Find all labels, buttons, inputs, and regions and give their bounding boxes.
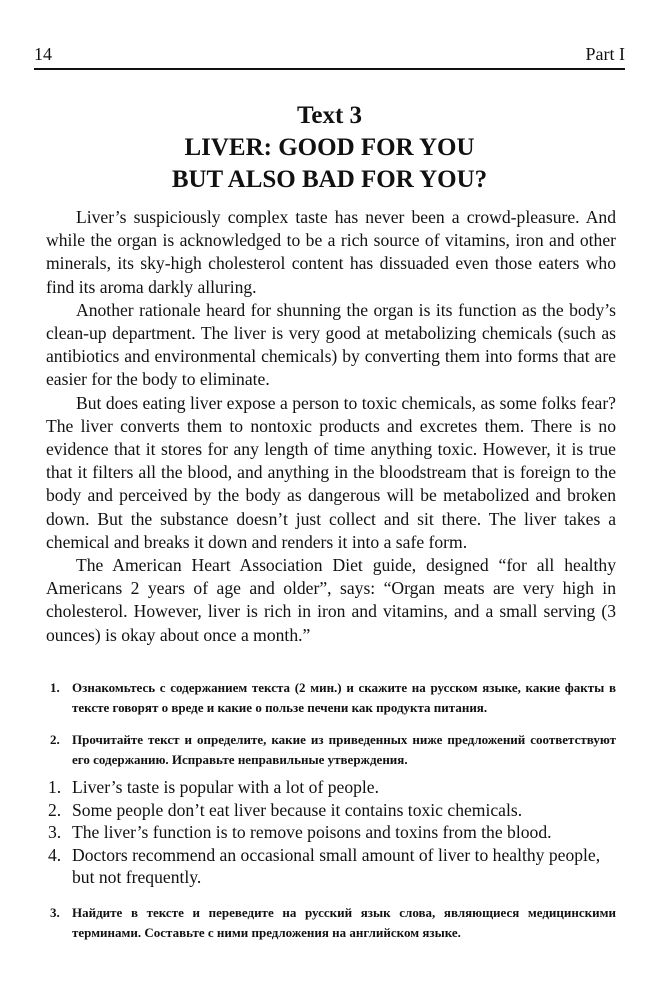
- exercise-text: Найдите в тексте и переведите на русский язык слова, являющиеся медицинскими терминами. Составьте с ними предложения на английском языке.: [72, 904, 616, 940]
- statement-number: 2.: [48, 799, 62, 820]
- paragraph-1: Liver’s suspiciously complex taste has never been a crowd-pleasure. And while the organ is acknowledged to be a rich source of vitamins, iron and other minerals, its sky-high cholesterol content has dissuaded even those eaters who find its aroma darkly alluring.: [46, 207, 616, 297]
- statement-4: [48, 844, 616, 889]
- exercise-number: 2.: [50, 732, 60, 747]
- statement-text: The liver’s function is to remove poisons and toxins from the blood.: [72, 822, 552, 842]
- statement-text: Doctors recommend an occasional small amount of liver to healthy people, but not frequently.: [72, 844, 601, 887]
- title-line-2: LIVER: GOOD FOR YOU: [184, 134, 475, 161]
- paragraph-3: But does eating liver expose a person to toxic chemicals, as some folks fear? The liver converts them to nontoxic products and excretes them. There is no evidence that it stores for any length of time anything toxic. However, it is true that it filters all the blood, and anything in the bloodstream that is foreign to the body and perceived by the body as dangerous will be metabolized and broken down. But the substance doesn’t just collect and sit there. The liver takes a chemical and breaks it down and renders it into a safe form.: [46, 392, 616, 552]
- page-header: [34, 40, 625, 70]
- statement-text: Liver’s taste is popular with a lot of people.: [72, 777, 380, 797]
- statement-number: 3.: [48, 822, 62, 842]
- paragraph-2: Another rationale heard for shunning the organ is its function as the body’s clean-up department. The liver is very good at metabolizing chemicals (such as antibiotics and environmental chemicals) by converting them into forms that are easier for the body to eliminate.: [46, 299, 616, 390]
- statement-text: Some people don’t eat liver because it contains toxic chemicals.: [72, 799, 523, 820]
- title-line-3: BUT ALSO BAD FOR YOU?: [171, 166, 488, 193]
- exercise-text: Ознакомьтесь с содержанием текста (2 мин.) и скажите на русском языке, какие факты в тексте говорят о вреде и какие о пользе печени как продукта питания.: [72, 680, 616, 715]
- exercise-3: [50, 903, 616, 943]
- statement-3: [48, 821, 616, 844]
- page-number: 14: [34, 44, 52, 64]
- exercise-1: [50, 678, 616, 718]
- statement-2: [48, 799, 616, 822]
- statement-list: [48, 776, 616, 889]
- paragraph-4: The American Heart Association Diet guide, designed “for all healthy Americans 2 years of age and older”, says: “Organ meats are very high in cholesterol. However, liver is rich in iron and vitamins, and a small serving (3 ounces) is okay about once a month.”: [46, 555, 616, 645]
- statement-number: 1.: [48, 777, 62, 797]
- exercises: [50, 678, 616, 943]
- exercise-number: 1.: [50, 680, 60, 695]
- title-line-1: Text 3: [296, 102, 363, 129]
- part-label: Part I: [585, 44, 625, 64]
- exercise-number: 3.: [50, 904, 60, 920]
- exercise-text: Прочитайте текст и определите, какие из приведенных ниже предложений соответствуют его содержанию. Исправьте неправильные утверждения.: [72, 732, 616, 767]
- text-title: [34, 100, 625, 196]
- article-body: [46, 206, 616, 647]
- statement-number: 4.: [48, 844, 62, 865]
- statement-1: [48, 776, 616, 799]
- exercise-2: [50, 730, 616, 770]
